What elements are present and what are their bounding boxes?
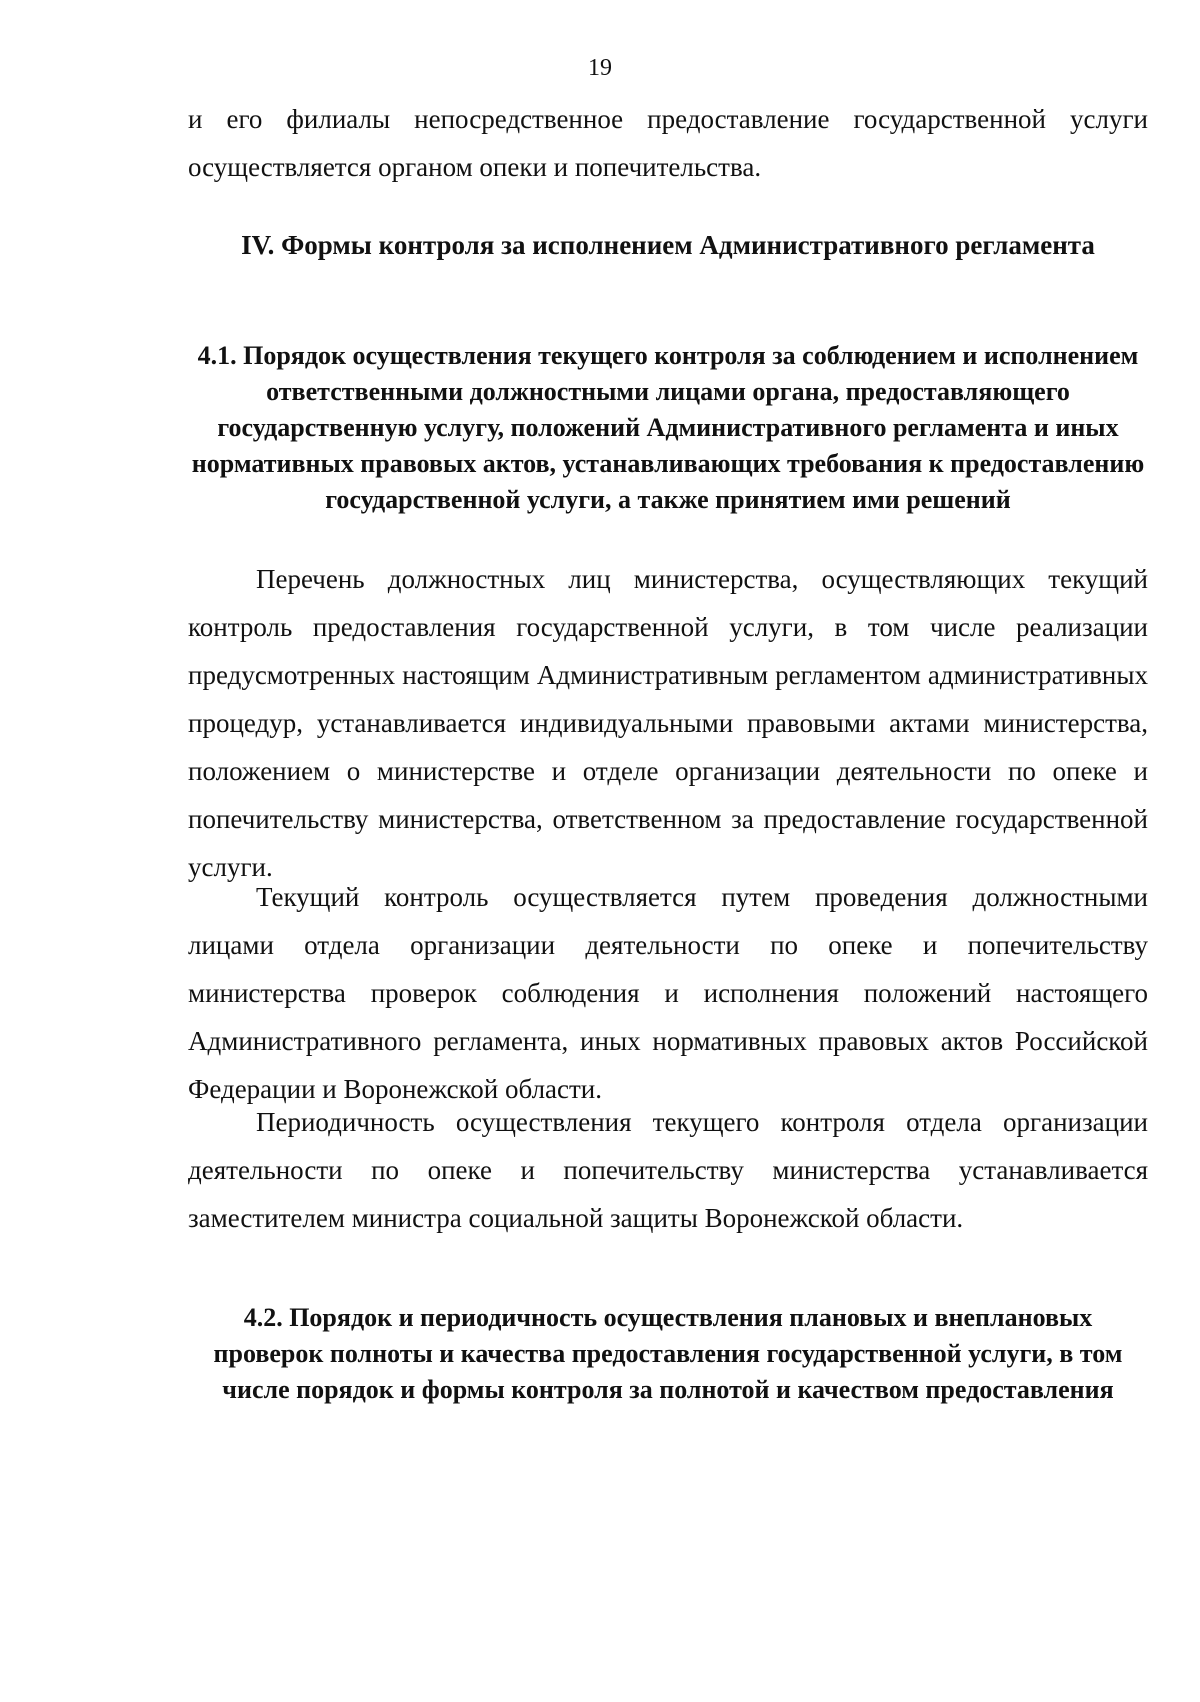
section-title: IV. Формы контроля за исполнением Административного регламента: [241, 230, 1095, 260]
intro-paragraph: и его филиалы непосредственное предоставление государственной услуги осуществляется органом опеки и попечительства.: [188, 104, 1148, 182]
subsection-4-1-title: 4.1. Порядок осуществления текущего контроля за соблюдением и исполнением ответственными должностными лицами органа, предоставляющего государственную услугу, положений Административного регламента и иных нормативных правовых актов, устанавливающих требования к предоставлению государственной услуги, а также принятием ими решений: [191, 341, 1145, 514]
paragraph-officials-list: Перечень должностных лиц министерства, осуществляющих текущий контроль предоставления государственной услуги, в том числе реализации предусмотренных настоящим Административным регламентом административных процедур, устанавливается индивидуальными правовыми актами министерства, положением о министерстве и отделе организации деятельности по опеке и попечительству министерства, ответственном за предоставление государственной услуги.: [188, 564, 1148, 882]
page-number: 19: [588, 55, 612, 81]
paragraph-periodicity: Периодичность осуществления текущего контроля отдела организации деятельности по опеке и попечительству министерства устанавливается заместителем министра социальной защиты Воронежской области.: [188, 1107, 1148, 1233]
subsection-4-2-title: 4.2. Порядок и периодичность осуществления плановых и внеплановых проверок полноты и качества предоставления государственной услуги, в том числе порядок и формы контроля за полнотой и качеством предоставления: [213, 1303, 1123, 1404]
paragraph-current-control: Текущий контроль осуществляется путем проведения должностными лицами отдела организации деятельности по опеке и попечительству министерства проверок соблюдения и исполнения положений настоящего Административного регламента, иных нормативных правовых актов Российской Федерации и Воронежской области.: [188, 882, 1148, 1104]
